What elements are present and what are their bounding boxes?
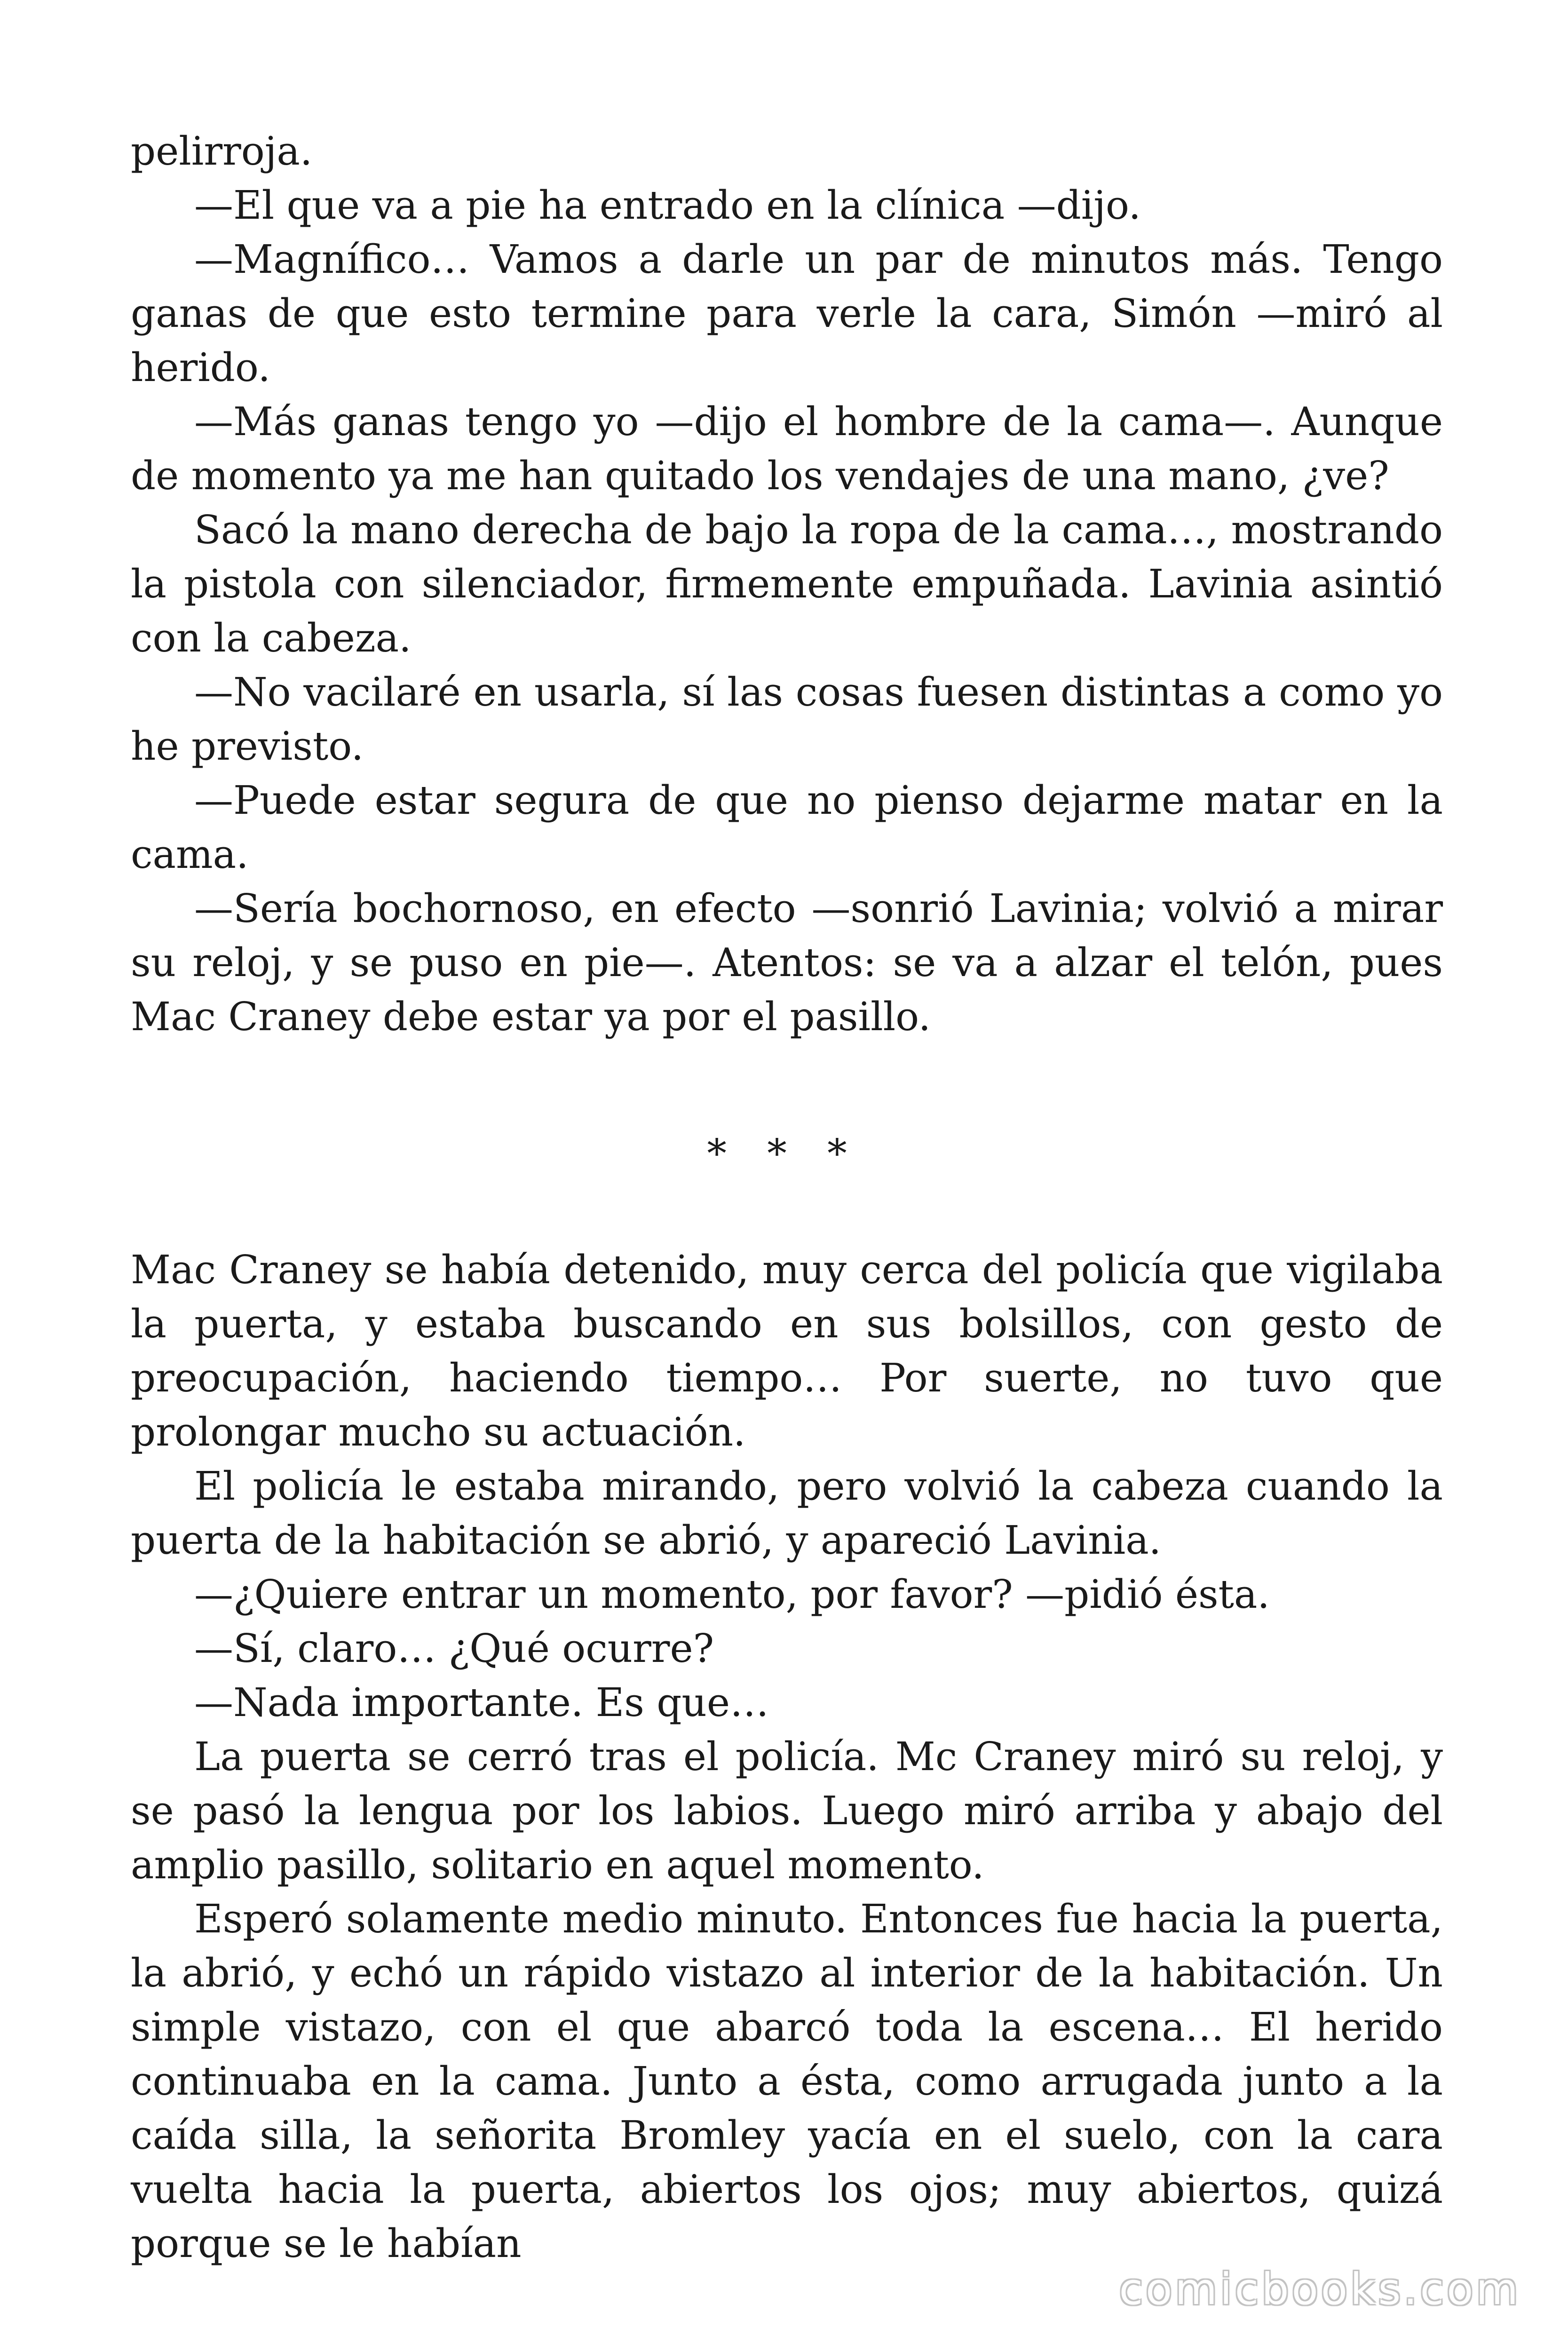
paragraph: Esperó solamente medio minuto. Entonces fue hacia la puerta, la abrió, y echó un rápido vistazo al interior de la habitación. Un simple vistazo, con el que abarcó toda la escena… El herido continuaba en la cama. Junto a ésta, como arrugada junto a la caída silla, la señorita Bromley yacía en el suelo, con la cara vuelta hacia la puerta, abiertos los ojos; muy abiertos, quizá porque se le habían xyxy=(131,1896,1443,2266)
paragraph: —Sería bochornoso, en efecto —sonrió Lavinia; volvió a mirar su reloj, y se puso en pie—. Atentos: se va a alzar el telón, pues Mac Craney debe estar ya por el pasillo. xyxy=(131,886,1443,1040)
paragraph: Mac Craney se había detenido, muy cerca del policía que vigilaba la puerta, y estaba buscando en sus bolsillos, con gesto de preocupación, haciendo tiempo… Por suerte, no tuvo que prolongar mucho su actuación. xyxy=(131,1247,1443,1455)
paragraph: —No vacilaré en usarla, sí las cosas fuesen distintas a como yo he previsto. xyxy=(131,669,1443,769)
paragraph: —¿Quiere entrar un momento, por favor? —pidió ésta. xyxy=(194,1572,1270,1617)
paragraph: —El que va a pie ha entrado en la clínica —dijo. xyxy=(194,183,1141,228)
paragraph: —Nada importante. Es que… xyxy=(194,1680,769,1725)
text-section-1 xyxy=(131,124,1443,1044)
paragraph: Sacó la mano derecha de bajo la ropa de la cama…, mostrando la pistola con silenciador, firmemente empuñada. Lavinia asintió con la cabeza. xyxy=(131,507,1443,661)
paragraph: —Sí, claro… ¿Qué ocurre? xyxy=(194,1626,714,1671)
paragraph: La puerta se cerró tras el policía. Mc Craney miró su reloj, y se pasó la lengua por los labios. Luego miró arriba y abajo del amplio pasillo, solitario en aquel momento. xyxy=(131,1734,1443,1888)
paragraph: —Más ganas tengo yo —dijo el hombre de la cama—. Aunque de momento ya me han quitado los vendajes de una mano, ¿ve? xyxy=(131,399,1443,499)
paragraph: El policía le estaba mirando, pero volvió la cabeza cuando la puerta de la habitación se abrió, y apareció Lavinia. xyxy=(131,1463,1443,1563)
paragraph: —Puede estar segura de que no pienso dejarme matar en la cama. xyxy=(131,778,1443,877)
section-separator: * * * xyxy=(707,1131,861,1176)
text-section-2 xyxy=(131,1243,1443,2271)
watermark: comicbooks.com xyxy=(1119,2264,1521,2314)
paragraph: pelirroja. xyxy=(131,128,313,174)
paragraph: —Magnífico… Vamos a darle un par de minutos más. Tengo ganas de que esto termine para verle la cara, Simón —miró al herido. xyxy=(131,237,1443,390)
